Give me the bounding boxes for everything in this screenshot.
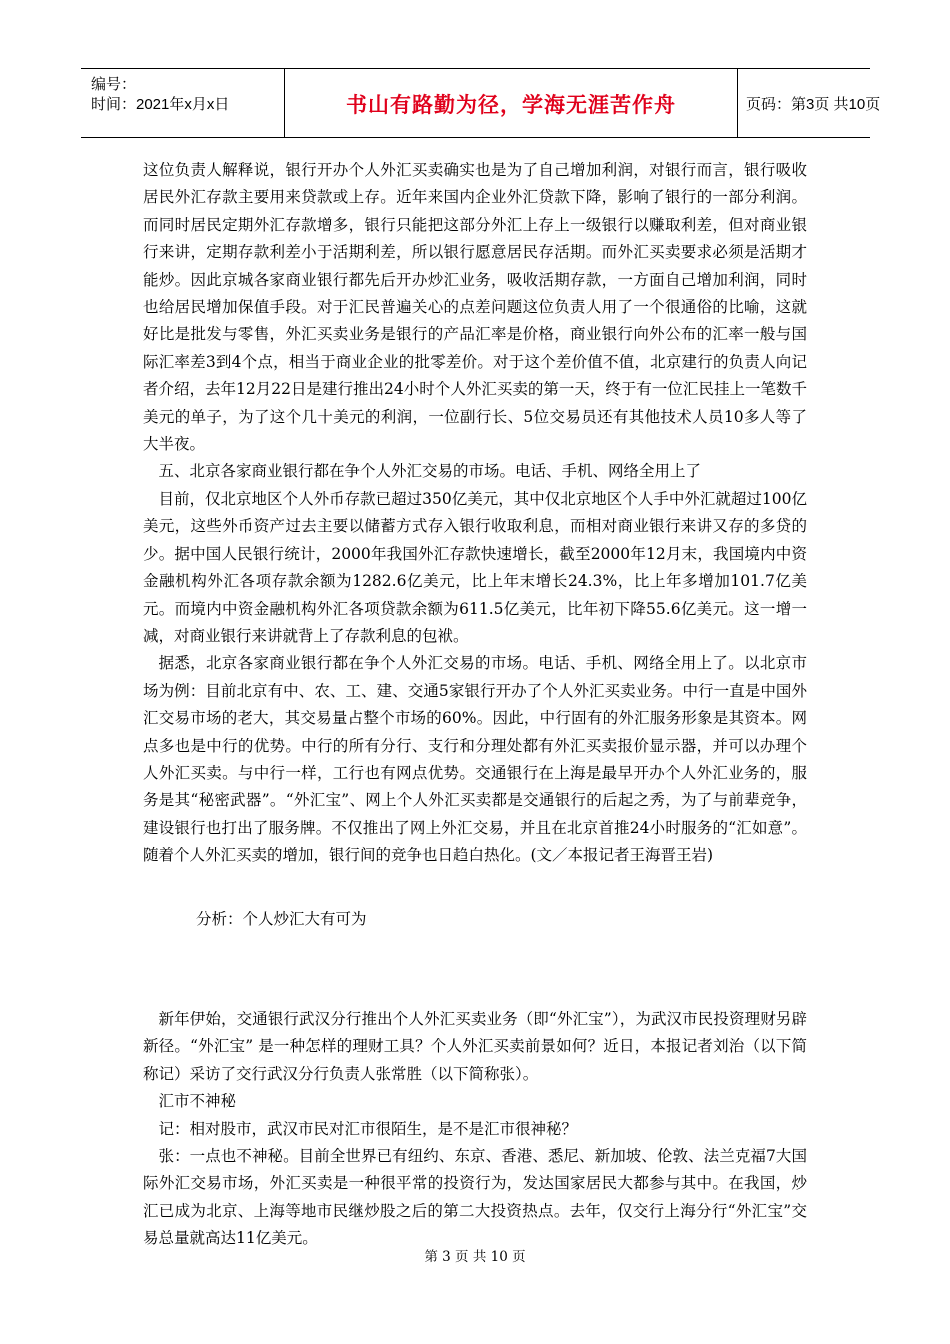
paragraph: 记：相对股市，武汉市民对汇市很陌生，是不是汇市很神秘？	[158, 1119, 578, 1138]
subheading: 汇市不神秘	[158, 1092, 237, 1111]
analysis-heading: 分析：个人炒汇大有可为	[196, 910, 367, 928]
page-number-label: 页码：第3页 共10页	[746, 96, 881, 113]
paragraph: 张：一点也不神秘。目前全世界已有纽约、东京、香港、悉尼、新加坡、伦敦、法兰克福7大国际外汇交易市场，外汇买卖是一种很平常的投资行为，发达国家居民大都参与其中。在我国，炒汇已成为北京、上海等地市民继炒股之后的第二大投资热点。去年，仅交行上海分行“外汇宝”交易总量就高达11亿美元。	[143, 1147, 807, 1248]
header-motto: 书山有路勤为径，学海无涯苦作舟	[346, 93, 676, 117]
header-motto-cell	[285, 69, 738, 137]
paragraph: 这位负责人解释说，银行开办个人外汇买卖确实也是为了自己增加利润，对银行而言，银行吸收居民外汇存款主要用来贷款或上存。近年来国内企业外汇贷款下降，影响了银行的一部分利润。而同时居民定期外汇存款增多，银行只能把这部分外汇上存上一级银行以赚取利差，但对商业银行来讲，定期存款利差小于活期利差，所以银行愿意居民存活期。而外汇买卖要求必须是活期才能炒。因此京城各家商业银行都先后开办炒汇业务，吸收活期存款，一方面自己增加利润，同时也给居民增加保值手段。对于汇民普遍关心的点差问题这位负责人用了一个很通俗的比喻，这就好比是批发与零售，外汇买卖业务是银行的产品汇率是价格，商业银行向外公布的汇率一般与国际汇率差3到4个点，相当于商业企业的批零差价。对于这个差价值不值，北京建行的负责人向记者介绍，去年12月22日是建行推出24小时个人外汇买卖的第一天，终于有一位汇民挂上一笔数千美元的单子，为了这个几十美元的利润，一位副行长、5位交易员还有其他技术人员10多人等了大半夜。	[143, 161, 807, 454]
header-right-cell	[738, 69, 881, 137]
page-footer: 第 3 页 共 10 页	[424, 1249, 526, 1265]
document-number-label: 编号：	[91, 76, 137, 93]
document-date-label: 时间：2021年x月x日	[91, 96, 230, 113]
article-section-1	[143, 157, 807, 870]
article-section-2	[143, 1006, 807, 1253]
paragraph: 目前，仅北京地区个人外币存款已超过350亿美元，其中仅北京地区个人手中外汇就超过100亿美元，这些外币资产过去主要以储蓄方式存入银行收取利息，而相对商业银行来讲又存的多贷的少。据中国人民银行统计，2000年我国外汇存款快速增长，截至2000年12月末，我国境内中资金融机构外汇各项存款余额为1282.6亿美元，比上年末增长24.3%，比上年多增加101.7亿美元。而境内中资金融机构外汇各项贷款余额为611.5亿美元，比年初下降55.6亿美元。这一增一减，对商业银行来讲就背上了存款利息的包袱。	[143, 489, 807, 645]
header-left-cell	[81, 69, 285, 137]
paragraph: 据悉，北京各家商业银行都在争个人外汇交易的市场。电话、手机、网络全用上了。以北京市场为例：目前北京有中、农、工、建、交通5家银行开办了个人外汇买卖业务。中行一直是中国外汇交易市场的老大，其交易量占整个市场的60%。因此，中行固有的外汇服务形象是其资本。网点多也是中行的优势。中行的所有分行、支行和分理处都有外汇买卖报价显示器，并可以办理个人外汇买卖。与中行一样，工行也有网点优势。交通银行在上海是最早开办个人外汇业务的，服务是其“秘密武器”。“外汇宝”、网上个人外汇买卖都是交通银行的后起之秀，为了与前辈竞争，建设银行也打出了服务牌。不仅推出了网上外汇交易，并且在北京首推24小时服务的“汇如意”。随着个人外汇买卖的增加，银行间的竞争也日趋白热化。(文／本报记者王海晋王岩)	[143, 654, 807, 865]
section-heading: 五、北京各家商业银行都在争个人外汇交易的市场。电话、手机、网络全用上了	[158, 462, 702, 481]
header-table	[81, 68, 881, 138]
paragraph: 新年伊始，交通银行武汉分行推出个人外汇买卖业务（即“外汇宝”），为武汉市民投资理财另辟新径。“外汇宝” 是一种怎样的理财工具？个人外汇买卖前景如何？近日，本报记者刘治（以下简称记）采访了交行武汉分行负责人张常胜（以下简称张）。	[143, 1010, 807, 1083]
